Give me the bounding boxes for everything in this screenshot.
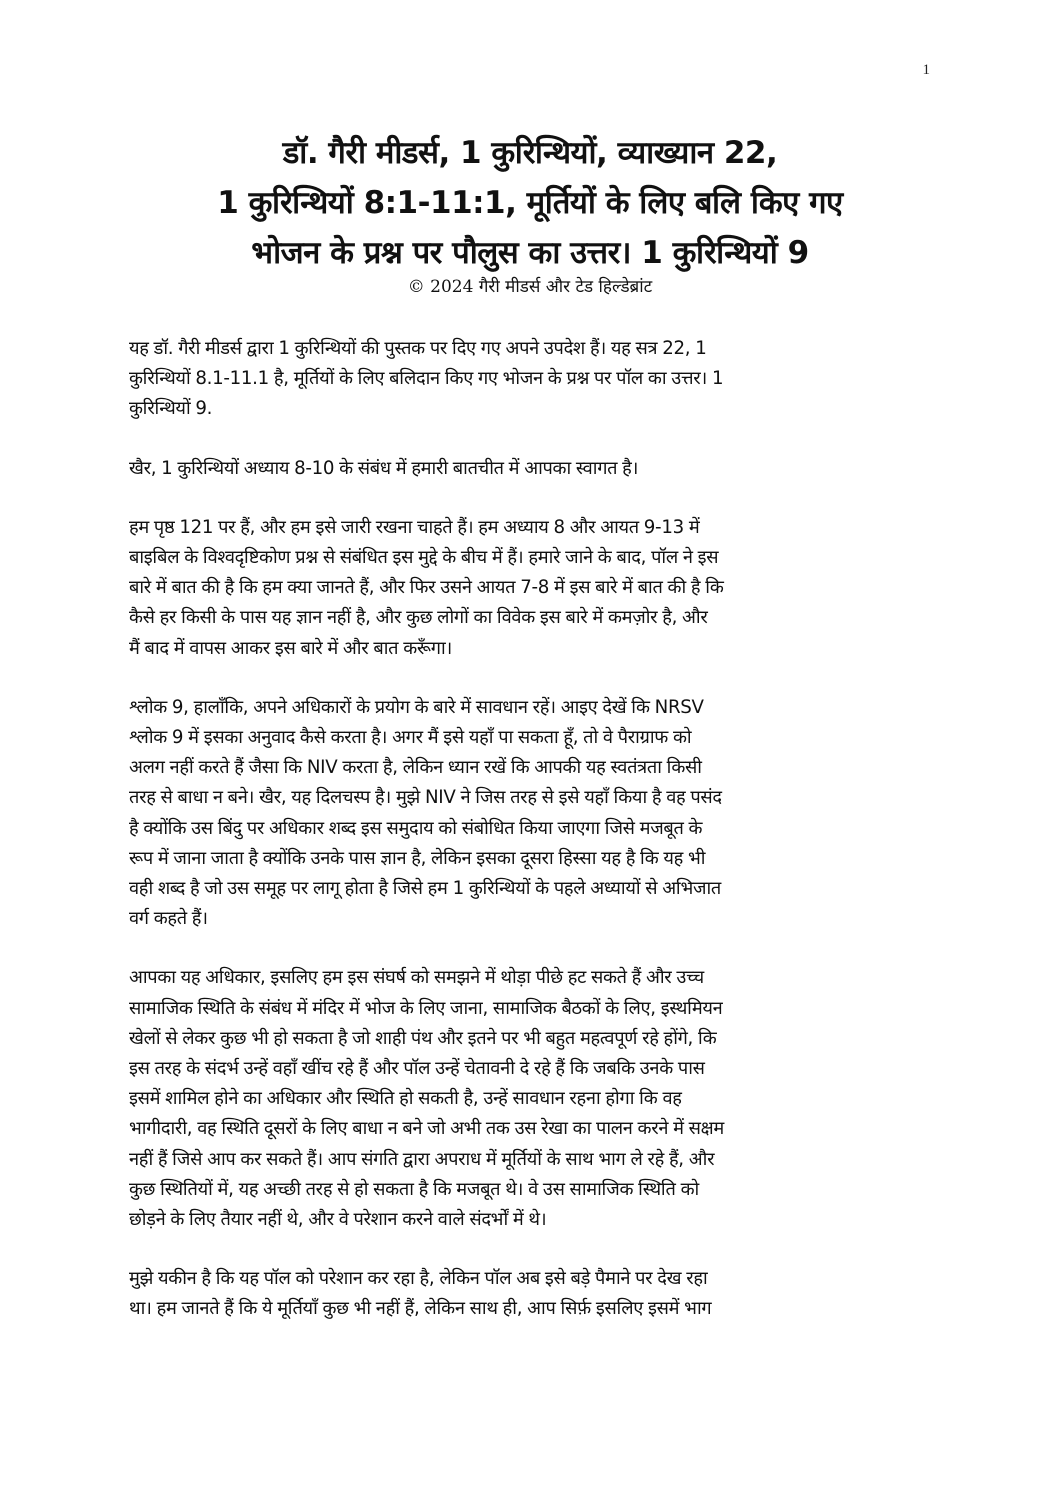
document-body [129, 334, 929, 1354]
paragraph-intro [129, 334, 929, 425]
text-line: तरह से बाधा न बने। खैर, यह दिलचस्प है। मुझे NIV ने जिस तरह से इसे यहाँ किया है वह पसंद [129, 787, 722, 809]
text-line: वर्ग कहते हैं। [129, 908, 208, 930]
text-line: मैं बाद में वापस आकर इस बारे में और बात करूँगा। [129, 637, 452, 659]
document-title-block [110, 128, 950, 300]
text-line: कुरिन्थियों 8.1-11.1 है, मूर्तियों के लिए बलिदान किए गए भोजन के प्रश्न पर पॉल का उत्तर। 1 [129, 368, 724, 390]
page-number: 1 [922, 62, 930, 78]
paragraph-closing [129, 1264, 929, 1324]
text-line: मुझे यकीन है कि यह पॉल को परेशान कर रहा है, लेकिन पॉल अब इसे बड़े पैमाने पर देख रहा [129, 1268, 708, 1290]
text-line: सामाजिक स्थिति के संबंध में मंदिर में भोज के लिए जाना, सामाजिक बैठकों के लिए, इस्थमियन [129, 997, 723, 1019]
text-line: बारे में बात की है कि हम क्या जानते हैं, और फिर उसने आयत 7-8 में इस बारे में बात की है कि [129, 577, 724, 599]
text-line: बाइबिल के विश्वदृष्टिकोण प्रश्न से संबंधित इस मुद्दे के बीच में हैं। हमारे जाने के बाद, पॉल ने इस [129, 547, 719, 569]
text-line: श्लोक 9, हालाँकि, अपने अधिकारों के प्रयोग के बारे में सावधान रहें। आइए देखें कि NRSV [129, 696, 704, 718]
paragraph-social-status [129, 963, 929, 1235]
text-line: श्लोक 9 में इसका अनुवाद कैसे करता है। अगर मैं इसे यहाँ पा सकता हूँ, तो वे पैराग्राफ को [129, 727, 692, 749]
text-line: खैर, 1 कुरिन्थियों अध्याय 8-10 के संबंध में हमारी बातचीत में आपका स्वागत है। [129, 457, 639, 479]
document-title-line: डॉ. गैरी मीडर्स, 1 कुरिन्थियों, व्याख्यान 22, [282, 135, 778, 171]
text-line: यह डॉ. गैरी मीडर्स द्वारा 1 कुरिन्थियों की पुस्तक पर दिए गए अपने उपदेश हैं। यह सत्र 22, 1 [129, 338, 707, 359]
text-line: कैसे हर किसी के पास यह ज्ञान नहीं है, और कुछ लोगों का विवेक इस बारे में कमज़ोर है, और [129, 607, 708, 629]
document-title-line: 1 कुरिन्थियों 8:1-11:1, मूर्तियों के लिए बलि किए गए [217, 185, 843, 221]
text-line: नहीं हैं जिसे आप कर सकते हैं। आप संगति द्वारा अपराध में मूर्तियों के साथ भाग ले रहे हैं, और [129, 1148, 715, 1170]
text-line: कुरिन्थियों 9. [129, 398, 213, 420]
text-line: आपका यह अधिकार, इसलिए हम इस संघर्ष को समझने में थोड़ा पीछे हट सकते हैं और उच्च [129, 967, 704, 989]
text-line: कुछ स्थितियों में, यह अच्छी तरह से हो सकता है कि मजबूत थे। वे उस सामाजिक स्थिति को [129, 1178, 699, 1200]
document-title-line: भोजन के प्रश्न पर पौलुस का उत्तर। 1 कुरिन्थियों 9 [251, 235, 809, 271]
copyright-notice: © 2024 गैरी मीडर्स और टेड हिल्डेब्रांट [407, 277, 653, 297]
text-line: छोड़ने के लिए तैयार नहीं थे, और वे परेशान करने वाले संदर्भों में थे। [129, 1209, 547, 1231]
text-line: हम पृष्ठ 121 पर हैं, और हम इसे जारी रखना चाहते हैं। हम अध्याय 8 और आयत 9-13 में [129, 516, 700, 538]
text-line: रूप में जाना जाता है क्योंकि उनके पास ज्ञान है, लेकिन इसका दूसरा हिस्सा यह है कि यह भी [129, 847, 706, 869]
paragraph-verse-9 [129, 693, 929, 935]
paragraph-page-121 [129, 513, 929, 664]
text-line: खेलों से लेकर कुछ भी हो सकता है जो शाही पंथ और इतने पर भी बहुत महत्वपूर्ण रहे होंगे, कि [129, 1027, 717, 1049]
text-line: इस तरह के संदर्भ उन्हें वहाँ खींच रहे हैं और पॉल उन्हें चेतावनी दे रहे हैं कि जबकि उनके पास [129, 1058, 705, 1080]
text-line: भागीदारी, वह स्थिति दूसरों के लिए बाधा न बने जो अभी तक उस रेखा का पालन करने में सक्षम [129, 1118, 724, 1140]
text-line: है क्योंकि उस बिंदु पर अधिकार शब्द इस समुदाय को संबोधित किया जाएगा जिसे मजबूत के [129, 817, 703, 839]
paragraph-welcome [129, 454, 929, 484]
text-line: इसमें शामिल होने का अधिकार और स्थिति हो सकती है, उन्हें सावधान रहना होगा कि वह [129, 1088, 682, 1110]
text-line: था। हम जानते हैं कि ये मूर्तियाँ कुछ भी नहीं हैं, लेकिन साथ ही, आप सिर्फ़ इसलिए इसमें भाग [129, 1298, 712, 1320]
text-line: वही शब्द है जो उस समूह पर लागू होता है जिसे हम 1 कुरिन्थियों के पहले अध्यायों से अभिजात [129, 878, 722, 900]
text-line: अलग नहीं करते हैं जैसा कि NIV करता है, लेकिन ध्यान रखें कि आपकी यह स्वतंत्रता किसी [129, 757, 702, 779]
